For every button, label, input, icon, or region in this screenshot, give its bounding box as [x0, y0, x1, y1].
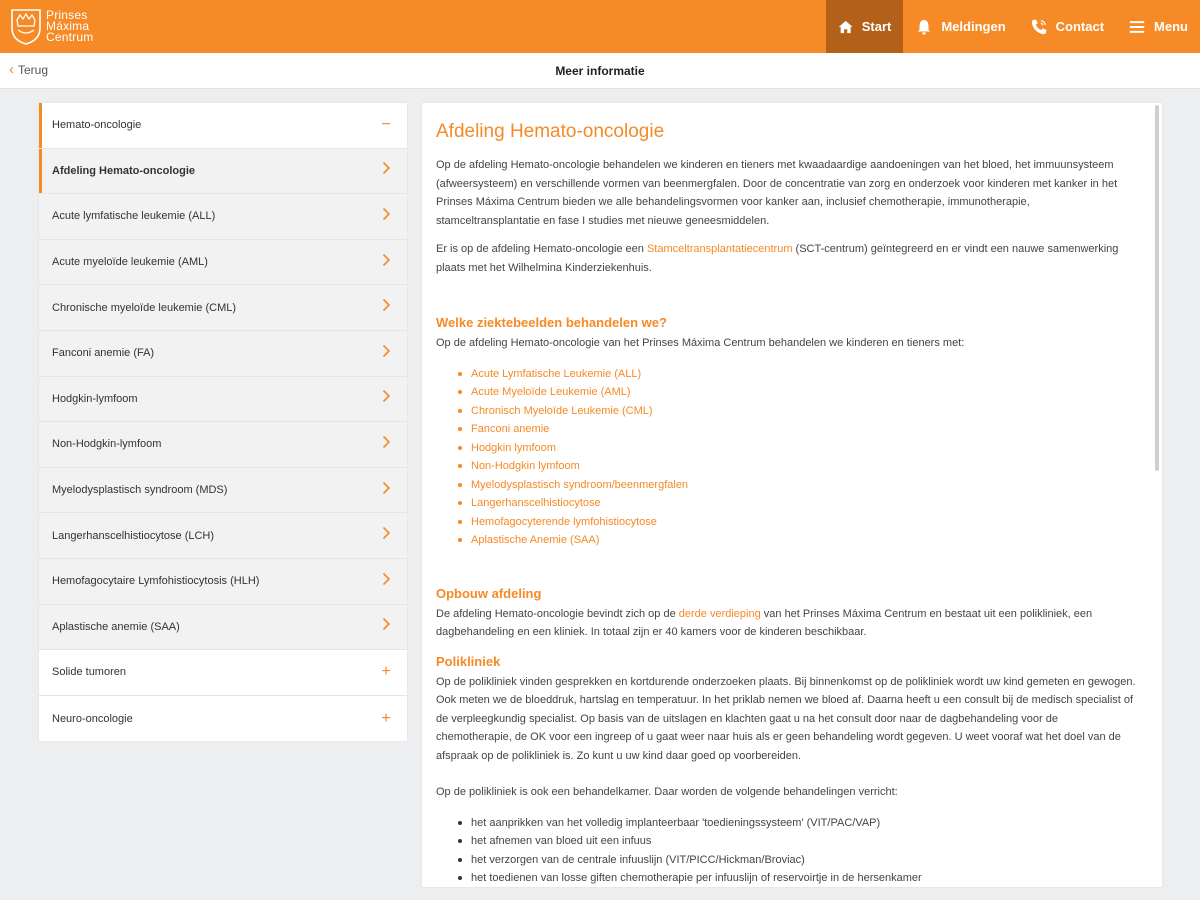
- sidebar-item-label: Myelodysplastisch syndroom (MDS): [52, 484, 228, 497]
- sidebar-item-label: Acute lymfatische leukemie (ALL): [52, 210, 216, 223]
- chevron-left-icon: ‹: [9, 61, 14, 78]
- sidebar-item-saa[interactable]: [39, 605, 407, 651]
- opbouw-text-after: van het Prinses Máxima Centrum en bestaat uit een polikliniek, een dagbehandeling en een kliniek. In totaal zijn er 40 kamers voor de kinderen beschikbaar.: [436, 607, 1093, 638]
- plus-icon: +: [381, 709, 391, 727]
- sidebar-item-mds[interactable]: [39, 468, 407, 514]
- sidebar-item-cml[interactable]: [39, 285, 407, 331]
- sidebar-item-label: Solide tumoren: [52, 666, 126, 679]
- minus-icon: −: [381, 116, 391, 134]
- sidebar-item-all[interactable]: [39, 194, 407, 240]
- top-bar: [0, 0, 1200, 53]
- sidebar-item-non-hodgkin[interactable]: [39, 422, 407, 468]
- sct-paragraph: [436, 240, 1136, 277]
- behandeling-item: het verzorgen van de centrale infuuslijn (VIT/PICC/Hickman/Broviac): [458, 851, 1136, 870]
- heading-opbouw: Opbouw afdeling: [436, 585, 542, 601]
- ziektebeeld-link[interactable]: Non-Hodgkin lymfoom: [458, 457, 1136, 476]
- sidebar-item-hodgkin[interactable]: [39, 377, 407, 423]
- ziektebeeld-link[interactable]: Acute Myeloïde Leukemie (AML): [458, 383, 1136, 402]
- ziektebeeld-link[interactable]: Langerhanscelhistiocytose: [458, 494, 1136, 513]
- nav-menu[interactable]: [1116, 0, 1200, 53]
- back-button[interactable]: [9, 63, 48, 77]
- sidebar-item-label: Acute myeloïde leukemie (AML): [52, 256, 208, 269]
- hamburger-icon: [1128, 18, 1146, 36]
- content-inner: [422, 103, 1150, 887]
- logo-line-3: Centrum: [46, 29, 94, 44]
- sub-header: [0, 53, 1200, 89]
- chevron-right-icon: [379, 344, 393, 363]
- logo[interactable]: [10, 5, 93, 47]
- sidebar-item-label: Chronische myeloïde leukemie (CML): [52, 301, 237, 314]
- opbouw-paragraph: [436, 605, 1136, 642]
- behandelkamer-paragraph: Op de polikliniek is ook een behandelkamer. Daar worden de volgende behandelingen verricht:: [436, 786, 898, 798]
- sidebar-item-afdeling[interactable]: [39, 149, 407, 195]
- opbouw-text-before: De afdeling Hemato-oncologie bevindt zich op de: [436, 607, 679, 620]
- chevron-right-icon: [379, 526, 393, 545]
- nav-meldingen[interactable]: [903, 0, 1017, 53]
- ziektebeeld-link[interactable]: Aplastische Anemie (SAA): [458, 531, 1136, 550]
- logo-text: [46, 7, 94, 44]
- nav-start[interactable]: [826, 0, 903, 53]
- behandeling-item: het aanprikken van het volledig implanteerbaar 'toedieningssysteem' (VIT/PAC/VAP): [458, 814, 1136, 833]
- sidebar-group-hemato-oncologie[interactable]: [39, 103, 407, 149]
- ziektebeeld-link[interactable]: Myelodysplastisch syndroom/beenmergfalen: [458, 476, 1136, 495]
- intro-paragraph: Op de afdeling Hemato-oncologie behandelen we kinderen en tieners met kwaadaardige aandoeningen van het bloed, het immuunsysteem (afweersysteem) en verschillende vormen van beenmergfalen. Door de concentratie van zorg en onderzoek voor kinderen met kanker in het Prinses Máxima Centrum bieden we alle behandelingsvormen voor kanker aan, inclusief chemotherapie, immunotherapie, stamceltransplantatie en fase I studies met nieuwe geneesmiddelen.: [436, 159, 1118, 227]
- page-title: Meer informatie: [555, 64, 645, 78]
- sidebar-group-solide-tumoren[interactable]: [39, 650, 407, 696]
- sidebar-item-label: Hemofagocytaire Lymfohistiocytosis (HLH): [52, 575, 260, 588]
- logo-line-2: Máxima: [46, 18, 90, 33]
- ziektebeelden-list: [436, 365, 1136, 550]
- nav-menu-label: Menu: [1154, 19, 1188, 34]
- behandeling-item: het toedienen van losse giften chemotherapie per infuuslijn of reservoirtje in de hersenkamer: [458, 869, 1136, 887]
- chevron-right-icon: [379, 298, 393, 317]
- ziektebeeld-link[interactable]: Hemofagocyterende lymfohistiocytose: [458, 513, 1136, 532]
- back-label: Terug: [18, 63, 49, 77]
- chevron-right-icon: [379, 253, 393, 272]
- sidebar-menu: [39, 103, 407, 741]
- behandelingen-list: [436, 814, 1136, 888]
- sidebar-item-label: Aplastische anemie (SAA): [52, 620, 180, 633]
- sidebar-item-fa[interactable]: [39, 331, 407, 377]
- crown-shield-icon: [10, 6, 42, 46]
- chevron-right-icon: [379, 389, 393, 408]
- content-panel[interactable]: [422, 103, 1162, 887]
- ziektebeeld-link[interactable]: Fanconi anemie: [458, 420, 1136, 439]
- sidebar-item-hlh[interactable]: [39, 559, 407, 605]
- behandeling-item: het afnemen van bloed uit een infuus: [458, 832, 1136, 851]
- heading-ziektebeelden: Welke ziektebeelden behandelen we?: [436, 315, 667, 330]
- heading-polikliniek: Polikliniek: [436, 653, 501, 669]
- sidebar-item-label: Hodgkin-lymfoom: [52, 392, 138, 405]
- phone-icon: [1030, 18, 1048, 36]
- ziektebeeld-link[interactable]: Hodgkin lymfoom: [458, 439, 1136, 458]
- scrollbar[interactable]: [1155, 105, 1159, 471]
- sidebar-item-lch[interactable]: [39, 513, 407, 559]
- ziektebeeld-link[interactable]: Chronisch Myeloïde Leukemie (CML): [458, 402, 1136, 421]
- sidebar-item-label: Fanconi anemie (FA): [52, 347, 155, 360]
- sidebar-item-label: Neuro-oncologie: [52, 712, 133, 725]
- chevron-right-icon: [379, 617, 393, 636]
- bell-icon: [915, 18, 933, 36]
- sct-text-before: Er is op de afdeling Hemato-oncologie een: [436, 243, 647, 255]
- ziektebeeld-link[interactable]: Acute Lymfatische Leukemie (ALL): [458, 365, 1136, 384]
- chevron-right-icon: [379, 572, 393, 591]
- plus-icon: +: [381, 663, 391, 681]
- chevron-right-icon: [379, 435, 393, 454]
- nav-contact[interactable]: [1018, 0, 1116, 53]
- sct-link[interactable]: Stamceltransplantatiecentrum: [646, 243, 793, 255]
- main-nav: [826, 0, 1200, 53]
- sidebar-item-label: Afdeling Hemato-oncologie: [52, 164, 195, 177]
- sidebar-group-neuro-oncologie[interactable]: [39, 696, 407, 742]
- nav-contact-label: Contact: [1055, 19, 1105, 34]
- derde-verdieping-link[interactable]: derde verdieping: [678, 607, 761, 620]
- chevron-right-icon: [379, 481, 393, 500]
- ziektebeelden-intro: Op de afdeling Hemato-oncologie van het Prinses Máxima Centrum behandelen we kinderen en tieners met:: [436, 337, 965, 349]
- sidebar-item-label: Hemato-oncologie: [52, 119, 142, 132]
- logo-line-1: Prinses: [46, 7, 88, 22]
- polikliniek-paragraph: Op de polikliniek vinden gesprekken en kortdurende onderzoeken plaats. Bij binnenkomst op de polikliniek wordt uw kind gemeten en gewogen. Ook meten we de bloeddruk, hartslag en temperatuur. In het priklab nemen we bloed af. Daarna heeft u een consult bij de medisch specialist of de verpleegkundig specialist. Op basis van de uitslagen en klachten gaat u na het consult door naar de dagbehandeling voor de chemotherapie, de OK voor een ingreep of u gaat weer naar huis als er geen behandeling wordt gegeven. U weet vooraf wat het doel van de afspraak op de polikliniek is. Zo kunt u uw kind daar goed op voorbereiden.: [436, 675, 1136, 762]
- chevron-right-icon: [379, 207, 393, 226]
- sct-text-after: (SCT-centrum) geïntegreerd en er vindt een nauwe samenwerking plaats met het Wilhelmina Kinderziekenhuis.: [436, 243, 1119, 274]
- chevron-right-icon: [379, 161, 393, 180]
- nav-start-label: Start: [861, 19, 892, 34]
- sidebar-item-label: Langerhanscelhistiocytose (LCH): [52, 529, 215, 542]
- nav-meldingen-label: Meldingen: [941, 19, 1006, 34]
- sidebar-item-label: Non-Hodgkin-lymfoom: [52, 438, 162, 451]
- sidebar-item-aml[interactable]: [39, 240, 407, 286]
- content-title: Afdeling Hemato-oncologie: [436, 121, 665, 142]
- home-icon: [838, 18, 853, 36]
